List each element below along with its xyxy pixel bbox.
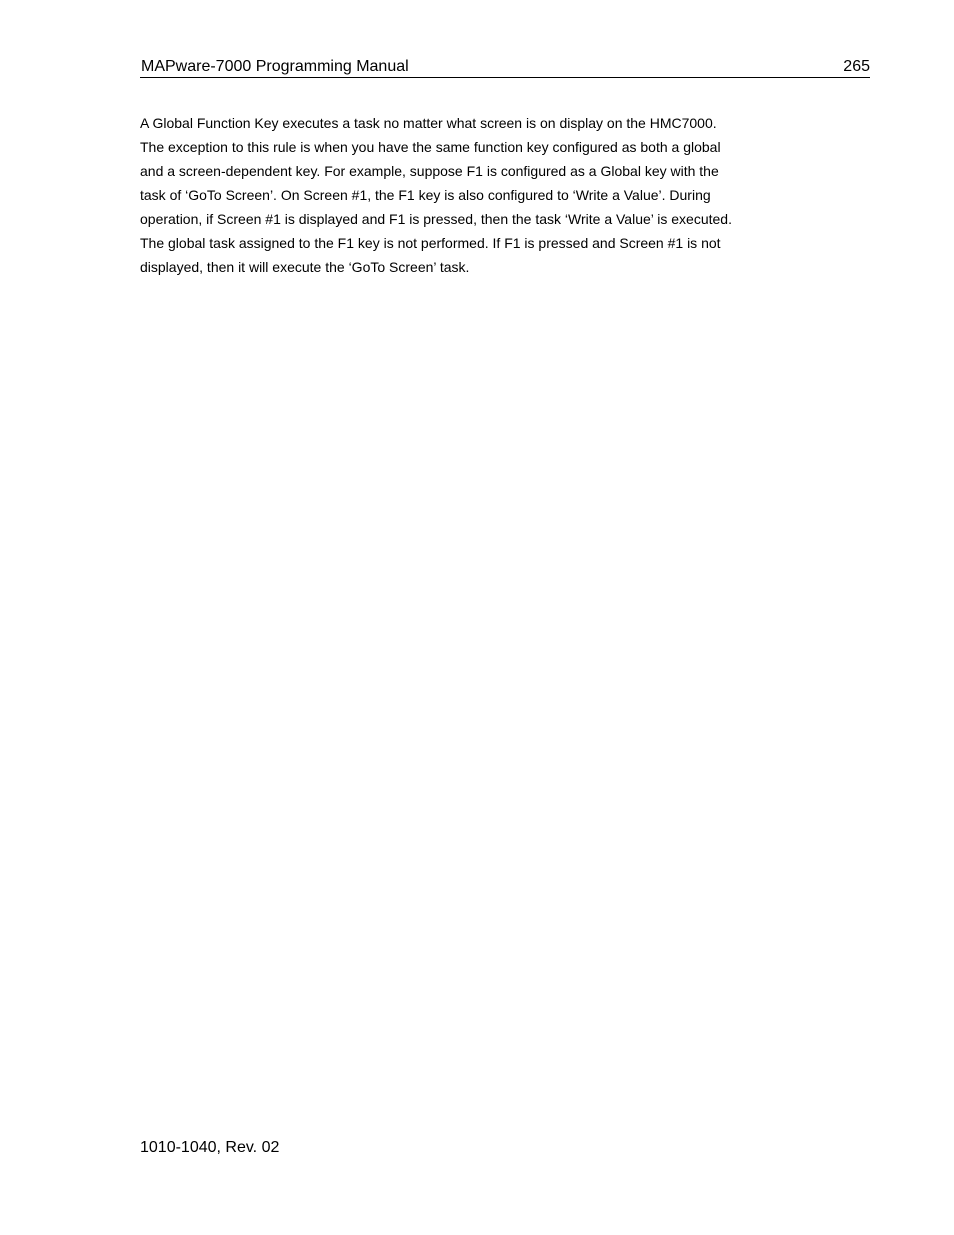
- paragraph-line: The global task assigned to the F1 key is not performed. If F1 is pressed and Screen #1 is not: [140, 235, 721, 251]
- paragraph-line: task of ‘GoTo Screen’. On Screen #1, the F1 key is also configured to ‘Write a Value’. During: [140, 187, 711, 203]
- paragraph-line: operation, if Screen #1 is displayed and F1 is pressed, then the task ‘Write a Value’ is executed.: [140, 211, 732, 227]
- paragraph-line: and a screen-dependent key. For example, suppose F1 is configured as a Global key with the: [140, 163, 719, 179]
- body-paragraph: [140, 111, 820, 279]
- document-revision: 1010-1040, Rev. 02: [140, 1139, 280, 1156]
- manual-title: MAPware-7000 Programming Manual: [141, 58, 409, 75]
- paragraph-line: displayed, then it will execute the ‘GoTo Screen’ task.: [140, 259, 470, 275]
- paragraph-line: A Global Function Key executes a task no matter what screen is on display on the HMC7000.: [140, 115, 717, 131]
- page-header: [140, 56, 870, 78]
- page-number: 265: [843, 58, 870, 75]
- paragraph-line: The exception to this rule is when you have the same function key configured as both a global: [140, 139, 721, 155]
